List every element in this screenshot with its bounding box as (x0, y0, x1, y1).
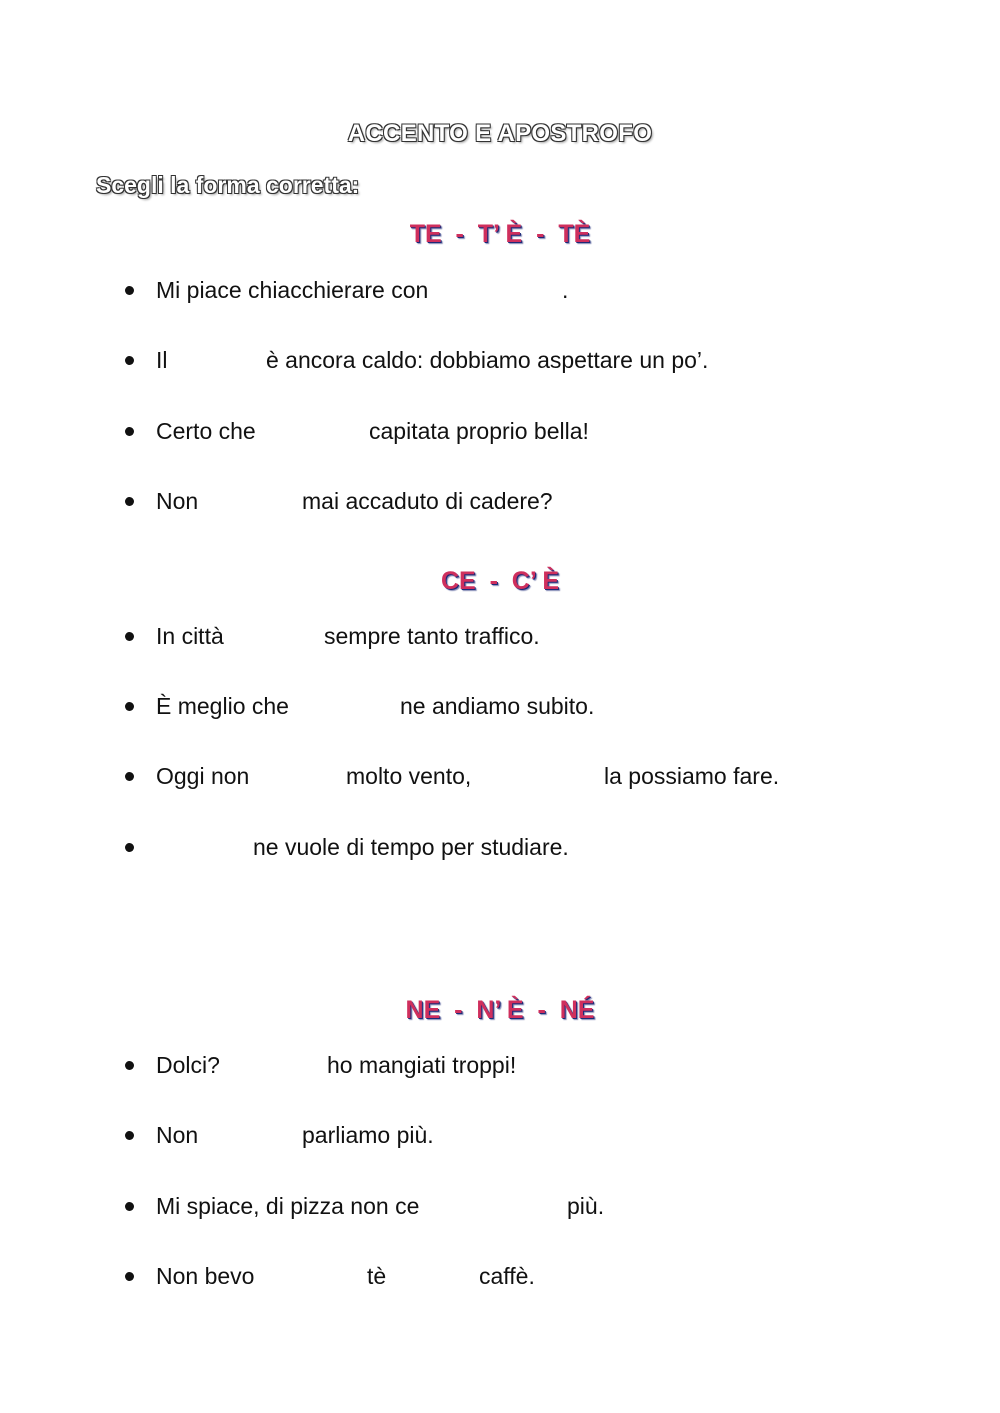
item-text-before-blank: Mi spiace, di pizza non ce (156, 1193, 420, 1219)
section-heading-ce: CE - C’ È (440, 567, 560, 595)
worksheet-title: ACCENTO E APOSTROFO (347, 120, 653, 147)
item-text-before-blank: Mi piace chiacchierare con (156, 277, 429, 303)
exercise-item (0, 345, 1000, 375)
bullet-icon (125, 632, 134, 641)
bullet-icon (125, 1272, 134, 1281)
item-text-after-blank: più. (567, 1193, 605, 1219)
bullet-icon (125, 843, 134, 852)
exercise-item (0, 1120, 1000, 1150)
item-text-after-blank: è ancora caldo: dobbiamo aspettare un po’. (266, 347, 709, 373)
item-text-before-blank: Il (156, 347, 168, 373)
item-text-after-blank: ho mangiati troppi! (327, 1052, 517, 1078)
item-text-before-blank: Non bevo (156, 1263, 255, 1289)
item-text-before-blank: Certo che (156, 418, 256, 444)
bullet-icon (125, 1202, 134, 1211)
exercise-item (0, 275, 1000, 305)
item-text-after-blank: sempre tanto traffico. (324, 623, 540, 649)
bullet-icon (125, 427, 134, 436)
exercise-item (0, 761, 1000, 791)
item-text-before-blank: Non (156, 488, 199, 514)
item-text-after-blank: ne vuole di tempo per studiare. (253, 834, 569, 860)
bullet-icon (125, 356, 134, 365)
exercise-item (0, 1050, 1000, 1080)
bullet-icon (125, 1061, 134, 1070)
item-text-after-blank: la possiamo fare. (604, 763, 780, 789)
item-text-after-blank: ne andiamo subito. (400, 693, 595, 719)
item-text-after-blank: caffè. (479, 1263, 535, 1289)
bullet-icon (125, 286, 134, 295)
instruction-text: Scegli la forma corretta: (96, 172, 360, 198)
exercise-item (0, 486, 1000, 516)
item-text-before-blank: È meglio che (156, 693, 289, 719)
item-text-before-blank: Dolci? (156, 1052, 220, 1078)
bullet-icon (125, 497, 134, 506)
section-heading-ne: NE - N’ È - NÉ (405, 996, 595, 1024)
item-text-before-blank: Non (156, 1122, 199, 1148)
item-text-after-blank: mai accaduto di cadere? (302, 488, 553, 514)
exercise-item (0, 416, 1000, 446)
item-text-before-blank: In città (156, 623, 224, 649)
item-text-after-blank: . (562, 277, 569, 303)
item-text-between-blanks: molto vento, (346, 763, 472, 789)
bullet-icon (125, 1131, 134, 1140)
item-text-before-blank: Oggi non (156, 763, 250, 789)
exercise-item (0, 832, 1000, 862)
exercise-item (0, 691, 1000, 721)
exercise-item (0, 621, 1000, 651)
bullet-icon (125, 702, 134, 711)
item-text-between-blanks: tè (367, 1263, 387, 1289)
exercise-item (0, 1261, 1000, 1291)
bullet-icon (125, 772, 134, 781)
section-heading-te: TE - T’ È - TÈ (409, 220, 591, 248)
item-text-after-blank: capitata proprio bella! (369, 418, 589, 444)
item-text-after-blank: parliamo più. (302, 1122, 434, 1148)
exercise-item (0, 1191, 1000, 1221)
